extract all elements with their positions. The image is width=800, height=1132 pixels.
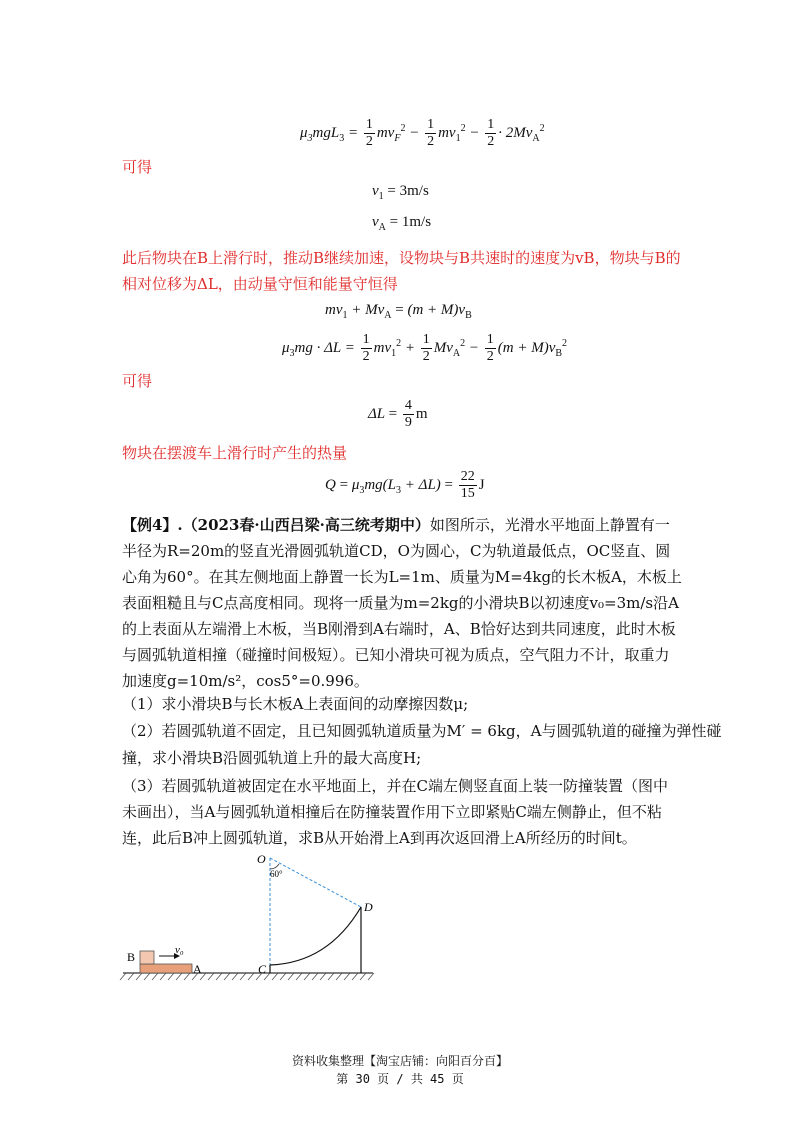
block-B (140, 951, 154, 964)
equation-vA: $v_A = 1m/s$ (372, 214, 432, 233)
equation-Q: $Q = \mu_3mg(L_3 + \Delta L)$ = $\frac{22}{15}$ J (325, 469, 485, 501)
label-A: A (193, 962, 202, 976)
label-O: O (257, 852, 266, 866)
equation-delta-L: ΔL = $\frac{4}{9}$ m (368, 398, 428, 430)
question-3: （3）若圆弧轨道被固定在水平地面上，并在C端左侧竖直面上装一防撞装置（图中未画出），当A与圆弧轨道相撞后在防撞装置作用下立即紧贴C端左侧静止，但不粘连，此后B冲上圆弧轨道，求B从开始滑上A到再次返回滑上A所经历的时间t。 (122, 777, 669, 847)
question-2-line1: （2）若圆弧轨道不固定，且已知圆弧轨道质量为M′ = 6kg，A与圆弧轨道的碰撞为弹性碰 (122, 722, 722, 740)
result-label-2: 可得 (122, 372, 153, 390)
example-text (122, 512, 682, 694)
question-2-line2: 撞，求小滑块B沿圆弧轨道上升的最大高度H; (122, 749, 422, 767)
footer-source: 资料收集整理【淘宝店铺：向阳百分百】 (291, 1054, 508, 1068)
board-A (140, 964, 192, 973)
example-label: 【例4】. (122, 516, 183, 534)
page-number: 第 30 页 / 共 45 页 (336, 1072, 464, 1086)
label-C: C (258, 962, 267, 976)
equation-v1: $v_1 = 3m/s$ (372, 183, 429, 202)
example-intro: 如图所示，光滑水平地面上静置有一半径为R=20m的竖直光滑圆弧轨道CD，O为圆心，C为轨道最低点，OC竖直、圆心角为60°。在其左侧地面上静置一长为L=1m、质量为M=4kg的长木板A，木板上表面粗糙且与C点高度相同。现将一质量为m=2kg的小滑块B以初速度v₀=3m/s沿A的上表面从左端滑上木板，当B刚滑到A右端时，A、B恰好达到共同速度，此时木板与圆弧轨道相撞（碰撞时间极短）。已知小滑块可视为质点，空气阻力不计，取重力加速度g=10m/s²，cos5°=0.996。 (122, 516, 682, 690)
question-1: （1）求小滑块B与长木板A上表面间的动摩擦因数μ; (122, 695, 469, 713)
angle-label: 60° (270, 869, 283, 879)
solution-paragraph: 此后物块在B上滑行时，推动B继续加速，设物块与B共速时的速度为vB，物块与B的相对位移为ΔL，由动量守恒和能量守恒得 (122, 249, 681, 293)
label-B: B (127, 950, 136, 964)
result-label-1: 可得 (122, 158, 153, 176)
equation-energy-1: $\mu_3mgL_3$ = $\frac{1}{2}$ $mv_F^2$ − $\frac{1}{2}$ $mv_1^2$ − $\frac{1}{2}$ · $2Mv_A^2$ (300, 117, 545, 149)
heat-text: 物块在摆渡车上滑行时产生的热量 (122, 444, 348, 462)
equation-momentum: $mv_1 + Mv_A = (m + M)v_B$ (325, 302, 472, 321)
physics-diagram (118, 845, 378, 985)
v0-label: v₀ (175, 944, 184, 956)
example-source: （2023春·山西吕梁·高三统考期中） (182, 516, 430, 534)
equation-energy-2: $\mu_3mg \cdot \Delta L$ = $\frac{1}{2}$ $mv_1^2$ + $\frac{1}{2}$ $Mv_A^2$ − $\frac{1}{2}$ $(m + M)v_B^2$ (282, 332, 568, 364)
label-D: D (364, 900, 373, 914)
arc-track (270, 907, 361, 965)
